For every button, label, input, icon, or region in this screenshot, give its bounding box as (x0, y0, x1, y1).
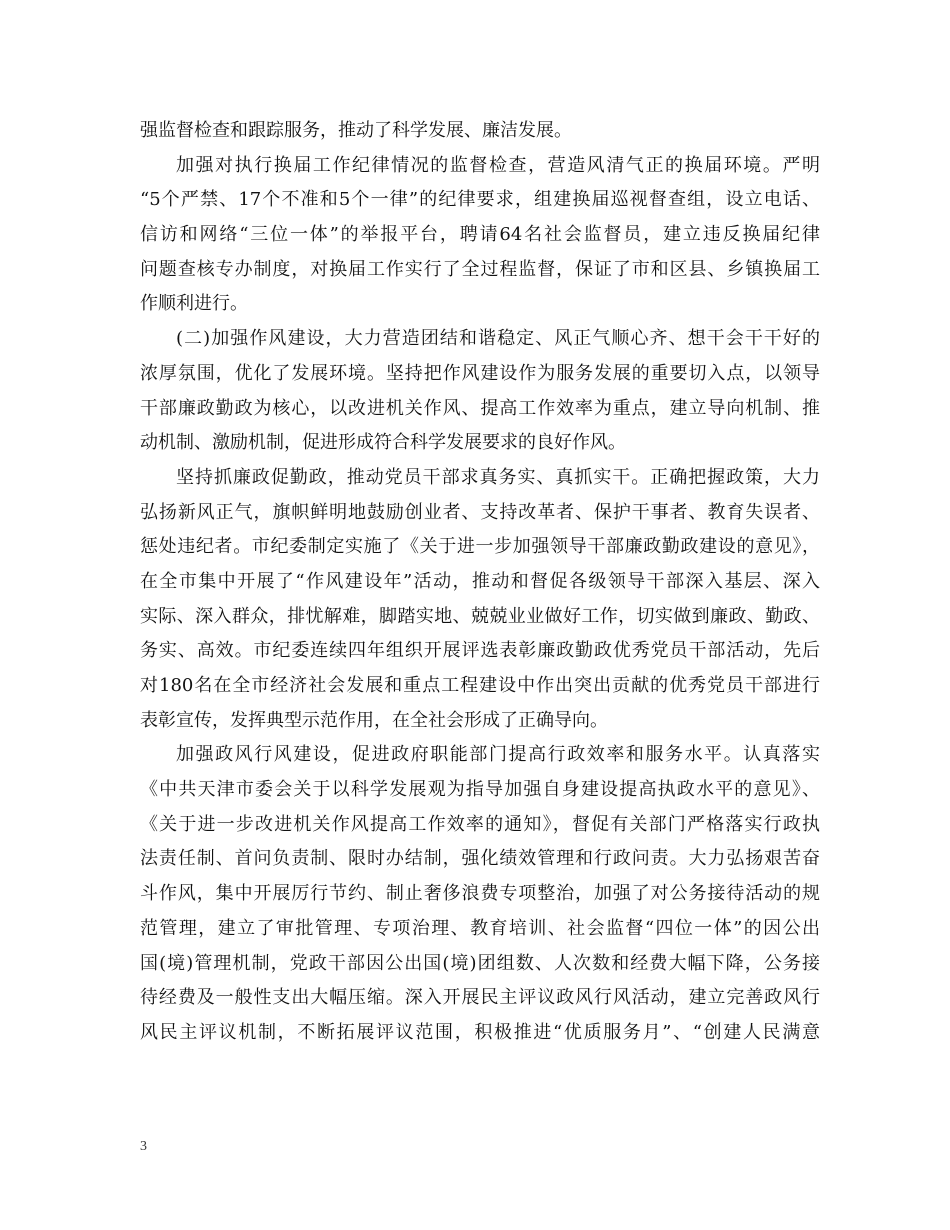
text-line: 问题查核专办制度，对换届工作实行了全过程监督，保证了市和区县、乡镇换届工 (140, 258, 820, 280)
text-line: 待经费及一般性支出大幅压缩。深入开展民主评议政风行风活动，建立完善政风行 (140, 987, 820, 1009)
text-line: 强监督检查和跟踪服务，推动了科学发展、廉洁发展。 (140, 120, 572, 141)
text-line: 对180名在全市经济社会发展和重点工程建设中作出突出贡献的优秀党员干部进行 (140, 675, 820, 696)
text-line: 国(境)管理机制，党政干部因公出国(境)团组数、人次数和经费大幅下降，公务接 (140, 952, 820, 974)
text-line: 惩处违纪者。市纪委制定实施了《关于进一步加强领导干部廉政勤政建设的意见》， (140, 536, 820, 558)
text-line: 表彰宣传，发挥典型示范作用，在全社会形成了正确导向。 (140, 709, 608, 731)
text-line: 务实、高效。市纪委连续四年组织开展评选表彰廉政勤政优秀党员干部活动，先后 (140, 640, 820, 662)
page-number: 3 (140, 1139, 147, 1154)
text-line: 法责任制、首问负责制、限时办结制，强化绩效管理和行政问责。大力弘扬艰苦奋 (140, 848, 820, 870)
text-line: 实际、深入群众，排忧解难，脚踏实地、兢兢业业做好工作，切实做到廉政、勤政、 (140, 605, 820, 627)
text-line: 作顺利进行。 (140, 293, 248, 315)
text-line: 干部廉政勤政为核心，以改进机关作风、提高工作效率为重点，建立导向机制、推 (140, 397, 820, 419)
text-line: 信访和网络“三位一体”的举报平台，聘请64名社会监督员，建立违反换届纪律 (140, 224, 820, 246)
text-line: 加强对执行换届工作纪律情况的监督检查，营造风清气正的换届环境。严明 (176, 154, 820, 176)
text-line: “5个严禁、17个不准和5个一律”的纪律要求，组建换届巡视督查组，设立电话、 (140, 189, 820, 211)
text-line: 《关于进一步改进机关作风提高工作效率的通知》，督促有关部门严格落实行政执 (140, 813, 820, 835)
body-text (140, 114, 820, 1051)
text-line: 风民主评议机制，不断拓展评议范围，积极推进“优质服务月”、“创建人民满意 (140, 1021, 820, 1043)
text-line: 加强政风行风建设，促进政府职能部门提高行政效率和服务水平。认真落实 (176, 744, 820, 766)
text-line: 弘扬新风正气，旗帜鲜明地鼓励创业者、支持改革者、保护干事者、教育失误者、 (140, 501, 820, 523)
text-line: 坚持抓廉政促勤政，推动党员干部求真务实、真抓实干。正确把握政策，大力 (176, 466, 820, 488)
text-line: 浓厚氛围，优化了发展环境。坚持把作风建设作为服务发展的重要切入点，以领导 (140, 362, 820, 384)
text-line: (二)加强作风建设，大力营造团结和谐稳定、风正气顺心齐、想干会干干好的 (176, 328, 820, 350)
text-line: 动机制、激励机制，促进形成符合科学发展要求的良好作风。 (140, 432, 626, 454)
text-line: 在全市集中开展了“作风建设年”活动，推动和督促各级领导干部深入基层、深入 (140, 570, 820, 592)
text-line: 《中共天津市委会关于以科学发展观为指导加强自身建设提高执政水平的意见》、 (140, 779, 820, 801)
text-line: 斗作风，集中开展厉行节约、制止奢侈浪费专项整治，加强了对公务接待活动的规 (140, 883, 820, 905)
text-line: 范管理，建立了审批管理、专项治理、教育培训、社会监督“四位一体”的因公出 (140, 917, 820, 939)
